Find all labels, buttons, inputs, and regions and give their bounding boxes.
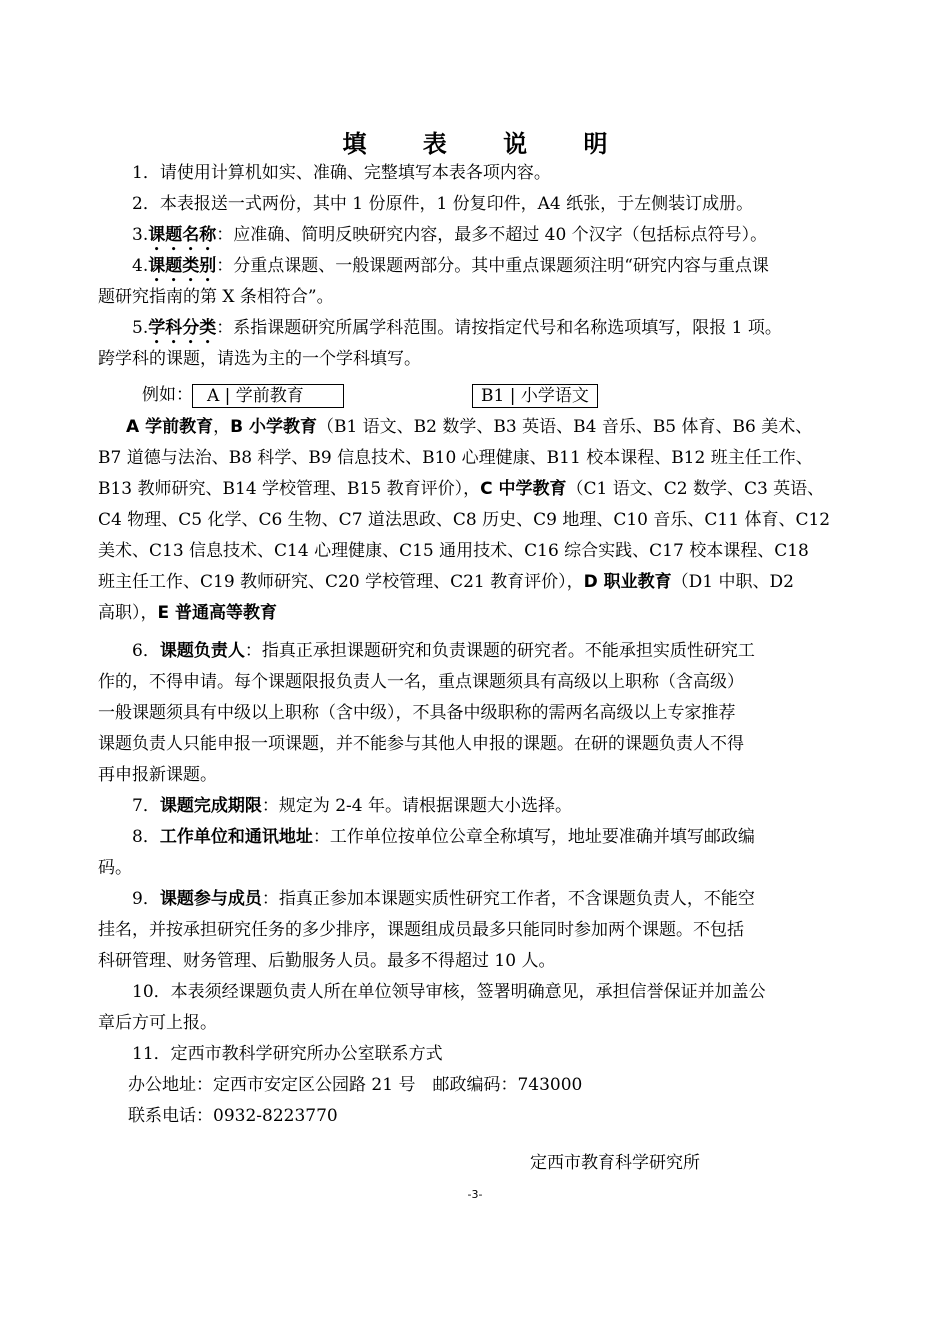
item-4-label: 课题类别 [148,256,217,276]
subject-categories [98,412,858,629]
item-3-label: 课题名称 [148,225,217,245]
example-box-preschool: A | 学前教育 [192,384,344,408]
item-6-cont-2: 一般课题须具有中级以上职称（含中级），不具备中级职称的需两名高级以上专家推荐 [98,703,736,723]
item-3: 3.课题名称：应准确、简明反映研究内容，最多不超过 40 个汉字（包括标点符号）。 [132,225,768,245]
item-6-label: 课题负责人 [159,641,245,661]
item-1: 1．请使用计算机如实、准确、完整填写本表各项内容。 [132,163,551,183]
subject-line-1: A 学前教育，B 小学教育（B1 语文、B2 数学、B3 英语、B4 音乐、B5 体育、B6 美术、 [126,417,813,437]
item-11: 11．定西市教科学研究所办公室联系方式 [132,1044,443,1064]
item-6-cont-1: 作的，不得申请。每个课题限报负责人一名，重点课题须具有高级以上职称（含高级） [98,672,744,692]
item-7-label: 课题完成期限 [159,796,262,816]
item-4-cont: 题研究指南的第 X 条相符合”。 [98,287,334,307]
issuing-organization: 定西市教育科学研究所 [530,1153,700,1173]
item-6: 6．课题负责人：指真正承担课题研究和负责课题的研究者。不能承担实质性研究工 [132,641,755,661]
item-8-label: 工作单位和通讯地址 [159,827,313,847]
instructions-part2 [98,636,858,1132]
item-5-label: 学科分类 [148,318,217,338]
item-4: 4.课题类别：分重点课题、一般课题两部分。其中重点课题须注明“研究内容与重点课 [132,256,769,276]
subject-line-3: B13 教师研究、B14 学校管理、B15 教育评价），C 中学教育（C1 语文、C2 数学、C3 英语、 [98,479,825,499]
office-address: 办公地址：定西市安定区公园路 21 号 邮政编码：743000 [128,1075,583,1095]
example-prefix: 例如： [142,385,193,405]
office-phone: 联系电话：0932-8223770 [128,1106,338,1126]
item-10-cont: 章后方可上报。 [98,1013,217,1033]
item-8: 8．工作单位和通讯地址：工作单位按单位公章全称填写，地址要准确并填写邮政编 [132,827,755,847]
page-number: -3- [467,1188,483,1201]
item-5-cont: 跨学科的课题，请选为主的一个学科填写。 [98,349,421,369]
item-7: 7．课题完成期限：规定为 2-4 年。请根据课题大小选择。 [132,796,573,816]
item-2: 2．本表报送一式两份，其中 1 份原件，1 份复印件，A4 纸张，于左侧装订成册。 [132,194,754,214]
item-9-label: 课题参与成员 [159,889,262,909]
subject-line-5: 美术、C13 信息技术、C14 心理健康、C15 通用技术、C16 综合实践、C17 校本课程、C18 [98,541,809,561]
example-line [98,381,598,409]
item-10: 10．本表须经课题负责人所在单位领导审核，签署明确意见，承担信誉保证并加盖公 [132,982,766,1002]
item-9: 9．课题参与成员：指真正参加本课题实质性研究工作者，不含课题负责人，不能空 [132,889,755,909]
page-title: 填 表 说 明 [342,130,632,158]
item-6-cont-4: 再申报新课题。 [98,765,217,785]
subject-line-2: B7 道德与法治、B8 科学、B9 信息技术、B10 心理健康、B11 校本课程、B12 班主任工作、 [98,448,813,468]
example-box-primary-chinese: B1 | 小学语文 [472,384,598,408]
item-6-cont-3: 课题负责人只能申报一项课题，并不能参与其他人申报的课题。在研的课题负责人不得 [98,734,744,754]
subject-line-4: C4 物理、C5 化学、C6 生物、C7 道法思政、C8 历史、C9 地理、C10 音乐、C11 体育、C12 [98,510,831,530]
item-8-cont: 码。 [98,858,132,878]
subject-line-7: 高职），E 普通高等教育 [98,603,278,623]
item-9-cont-1: 挂名，并按承担研究任务的多少排序，课题组成员最多只能同时参加两个课题。不包括 [98,920,744,940]
subject-line-6: 班主任工作、C19 教师研究、C20 学校管理、C21 教育评价），D 职业教育（D1 中职、D2 [98,572,794,592]
item-9-cont-2: 科研管理、财务管理、后勤服务人员。最多不得超过 10 人。 [98,951,556,971]
instructions-part1 [98,158,858,375]
item-5: 5.学科分类：系指课题研究所属学科范围。请按指定代号和名称选项填写，限报 1 项。 [132,318,782,338]
